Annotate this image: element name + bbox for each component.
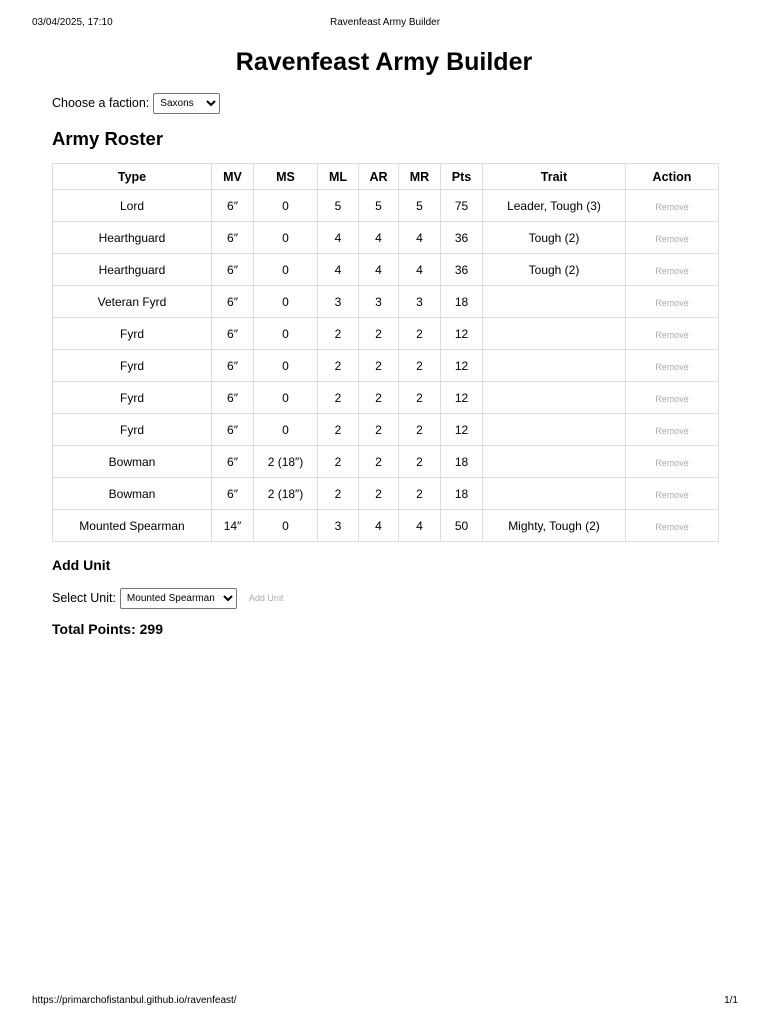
cell-ms: 0: [254, 382, 318, 414]
cell-pts: 12: [441, 350, 483, 382]
table-row: [53, 318, 719, 350]
cell-pts: 12: [441, 318, 483, 350]
cell-action: [626, 254, 719, 286]
table-row: [53, 414, 719, 446]
cell-action: [626, 286, 719, 318]
cell-mv: 6″: [212, 382, 254, 414]
cell-ar: 5: [359, 190, 399, 222]
cell-action: [626, 318, 719, 350]
cell-ml: 2: [318, 478, 359, 510]
cell-mr: 5: [399, 190, 441, 222]
add-unit-button[interactable]: Add Unit: [248, 593, 284, 603]
cell-ml: 2: [318, 382, 359, 414]
select-unit-label: Select Unit:: [52, 591, 116, 605]
cell-ar: 2: [359, 414, 399, 446]
cell-ar: 2: [359, 478, 399, 510]
column-header-ml: ML: [318, 164, 359, 190]
cell-mv: 6″: [212, 190, 254, 222]
cell-ml: 2: [318, 350, 359, 382]
cell-ml: 2: [318, 318, 359, 350]
roster-body: [53, 190, 719, 542]
cell-ar: 2: [359, 318, 399, 350]
cell-ms: 0: [254, 254, 318, 286]
column-header-ms: MS: [254, 164, 318, 190]
cell-action: [626, 382, 719, 414]
cell-ms: 0: [254, 190, 318, 222]
print-url: https://primarchofistanbul.github.io/ravenfeast/: [32, 995, 237, 1006]
page-title: Ravenfeast Army Builder: [235, 48, 533, 76]
cell-trait: [483, 478, 626, 510]
cell-action: [626, 350, 719, 382]
cell-action: [626, 222, 719, 254]
print-date: 03/04/2025, 17:10: [32, 17, 113, 28]
army-roster-title: Army Roster: [52, 128, 164, 149]
army-roster-table: [52, 163, 719, 542]
cell-ms: 0: [254, 286, 318, 318]
cell-pts: 36: [441, 222, 483, 254]
remove-button[interactable]: Remove: [655, 425, 689, 436]
table-row: [53, 382, 719, 414]
cell-trait: Leader, Tough (3): [483, 190, 626, 222]
cell-action: [626, 446, 719, 478]
column-header-pts: Pts: [441, 164, 483, 190]
cell-type: Lord: [53, 190, 212, 222]
cell-mv: 6″: [212, 478, 254, 510]
cell-pts: 18: [441, 446, 483, 478]
cell-trait: [483, 286, 626, 318]
cell-ml: 3: [318, 286, 359, 318]
cell-pts: 18: [441, 478, 483, 510]
cell-type: Fyrd: [53, 414, 212, 446]
column-header-mr: MR: [399, 164, 441, 190]
faction-chooser: [52, 92, 220, 114]
table-row: [53, 222, 719, 254]
cell-action: [626, 414, 719, 446]
cell-trait: Mighty, Tough (2): [483, 510, 626, 542]
column-header-type: Type: [53, 164, 212, 190]
table-row: [53, 286, 719, 318]
cell-pts: 75: [441, 190, 483, 222]
add-unit-title: Add Unit: [52, 557, 111, 573]
cell-type: Fyrd: [53, 382, 212, 414]
remove-button[interactable]: Remove: [655, 329, 689, 340]
cell-mv: 6″: [212, 286, 254, 318]
cell-ar: 2: [359, 446, 399, 478]
cell-mv: 6″: [212, 318, 254, 350]
remove-button[interactable]: Remove: [655, 265, 689, 276]
table-row: [53, 510, 719, 542]
column-header-mv: MV: [212, 164, 254, 190]
cell-trait: [483, 446, 626, 478]
cell-ms: 0: [254, 414, 318, 446]
cell-type: Mounted Spearman: [53, 510, 212, 542]
cell-trait: [483, 382, 626, 414]
cell-pts: 36: [441, 254, 483, 286]
cell-type: Hearthguard: [53, 222, 212, 254]
cell-mr: 2: [399, 414, 441, 446]
remove-button[interactable]: Remove: [655, 457, 689, 468]
cell-ml: 4: [318, 254, 359, 286]
cell-ms: 0: [254, 510, 318, 542]
cell-type: Bowman: [53, 446, 212, 478]
cell-pts: 12: [441, 382, 483, 414]
cell-ar: 3: [359, 286, 399, 318]
cell-ml: 2: [318, 446, 359, 478]
cell-mv: 6″: [212, 254, 254, 286]
cell-mr: 2: [399, 382, 441, 414]
cell-trait: [483, 350, 626, 382]
cell-type: Fyrd: [53, 350, 212, 382]
cell-pts: 18: [441, 286, 483, 318]
column-header-trait: Trait: [483, 164, 626, 190]
table-row: [53, 254, 719, 286]
cell-ar: 4: [359, 510, 399, 542]
print-footer: [32, 995, 738, 1009]
cell-trait: [483, 318, 626, 350]
print-page-number: 1/1: [724, 995, 738, 1006]
cell-mr: 2: [399, 478, 441, 510]
cell-ms: 0: [254, 318, 318, 350]
cell-action: [626, 190, 719, 222]
table-row: [53, 190, 719, 222]
cell-ar: 4: [359, 222, 399, 254]
cell-mr: 4: [399, 254, 441, 286]
table-row: [53, 478, 719, 510]
cell-trait: [483, 414, 626, 446]
cell-ms: 0: [254, 222, 318, 254]
table-row: [53, 446, 719, 478]
cell-action: [626, 478, 719, 510]
cell-ar: 2: [359, 350, 399, 382]
cell-ms: 2 (18″): [254, 446, 318, 478]
cell-ml: 2: [318, 414, 359, 446]
faction-label: Choose a faction:: [52, 96, 150, 110]
cell-ml: 3: [318, 510, 359, 542]
unit-select[interactable]: [120, 588, 237, 609]
cell-type: Veteran Fyrd: [53, 286, 212, 318]
remove-button[interactable]: Remove: [655, 393, 689, 404]
cell-mv: 6″: [212, 222, 254, 254]
remove-button[interactable]: Remove: [655, 201, 689, 212]
cell-type: Bowman: [53, 478, 212, 510]
faction-select[interactable]: [153, 93, 220, 114]
cell-mr: 4: [399, 510, 441, 542]
cell-ms: 0: [254, 350, 318, 382]
remove-button[interactable]: Remove: [655, 233, 689, 244]
cell-trait: Tough (2): [483, 254, 626, 286]
print-title: Ravenfeast Army Builder: [329, 17, 441, 28]
cell-mv: 14″: [212, 510, 254, 542]
cell-trait: Tough (2): [483, 222, 626, 254]
cell-pts: 12: [441, 414, 483, 446]
cell-pts: 50: [441, 510, 483, 542]
cell-mr: 3: [399, 286, 441, 318]
table-row: [53, 350, 719, 382]
cell-action: [626, 510, 719, 542]
print-header: [32, 17, 738, 31]
add-unit-row: [52, 587, 283, 609]
column-header-action: Action: [626, 164, 719, 190]
remove-button[interactable]: Remove: [655, 297, 689, 308]
cell-mr: 4: [399, 222, 441, 254]
cell-mv: 6″: [212, 446, 254, 478]
cell-type: Hearthguard: [53, 254, 212, 286]
cell-ml: 4: [318, 222, 359, 254]
cell-ml: 5: [318, 190, 359, 222]
cell-mr: 2: [399, 446, 441, 478]
cell-mv: 6″: [212, 414, 254, 446]
total-points: Total Points: 299: [52, 621, 163, 637]
cell-ms: 2 (18″): [254, 478, 318, 510]
cell-mv: 6″: [212, 350, 254, 382]
cell-ar: 2: [359, 382, 399, 414]
remove-button[interactable]: Remove: [655, 489, 689, 500]
cell-type: Fyrd: [53, 318, 212, 350]
cell-mr: 2: [399, 350, 441, 382]
column-header-ar: AR: [359, 164, 399, 190]
remove-button[interactable]: Remove: [655, 361, 689, 372]
cell-mr: 2: [399, 318, 441, 350]
remove-button[interactable]: Remove: [655, 521, 689, 532]
cell-ar: 4: [359, 254, 399, 286]
table-header-row: [53, 164, 719, 190]
